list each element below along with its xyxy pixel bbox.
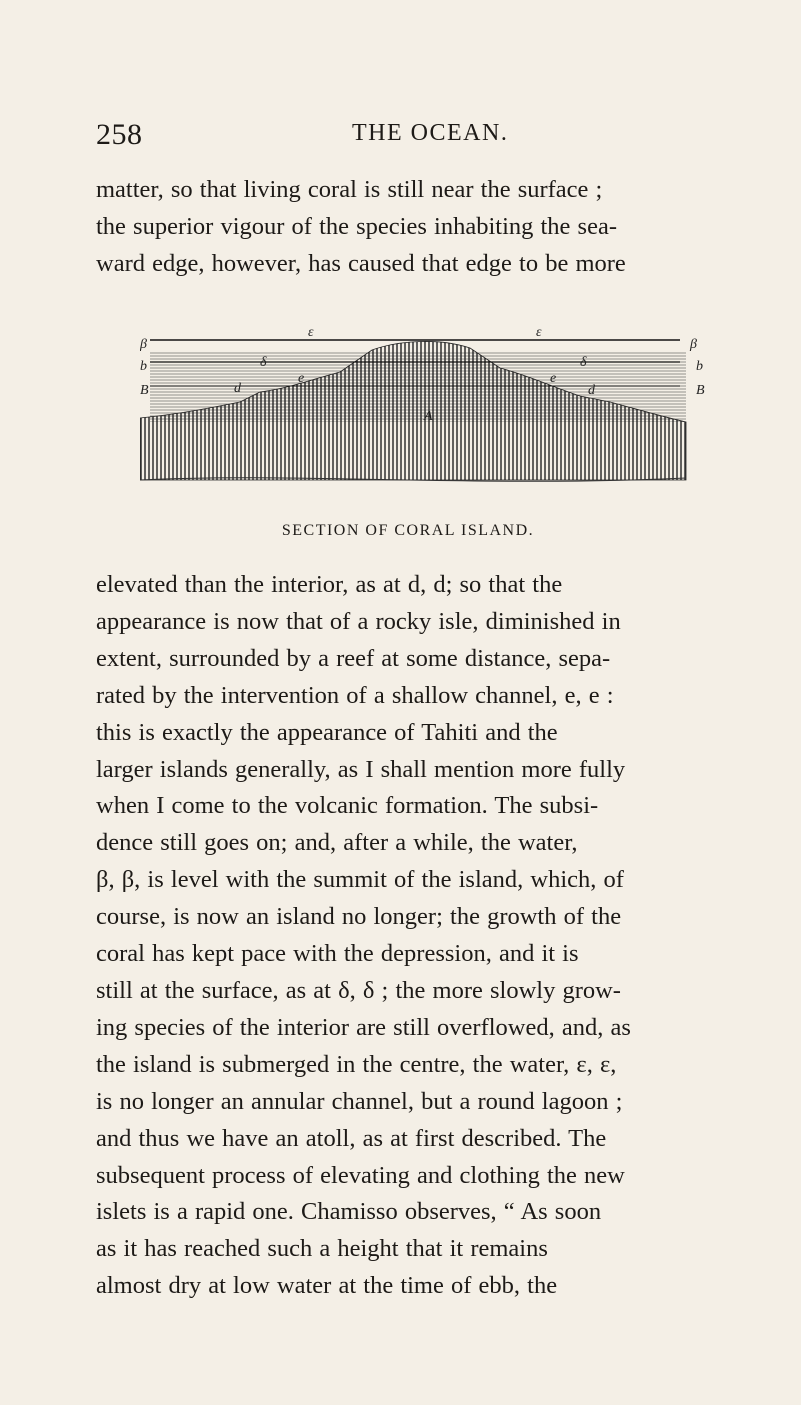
text-block-top [96, 172, 736, 283]
label-beta-left: β [140, 337, 147, 352]
label-delta-left: δ [260, 355, 267, 370]
text-line: almost dry at low water at the time of ebb, the [96, 1272, 558, 1300]
text-line: matter, so that living coral is still near the surface ; [96, 176, 603, 203]
label-epsilon-left: ε [308, 325, 314, 340]
text-line: extent, surrounded by a reef at some distance, sepa- [96, 644, 611, 672]
text-line: elevated than the interior, as at d, d; so that the [96, 571, 563, 598]
coral-island-figure [140, 310, 720, 539]
label-e-left: e [298, 371, 305, 386]
text-line: and thus we have an atoll, as at first described. The [96, 1124, 607, 1152]
label-epsilon-right: ε [536, 325, 542, 340]
text-line: the superior vigour of the species inhabiting the sea- [96, 212, 617, 240]
text-line: is no longer an annular channel, but a round lagoon ; [96, 1087, 623, 1115]
text-line: rated by the intervention of a shallow channel, e, e : [96, 681, 614, 709]
label-b-left: b [140, 359, 147, 374]
text-line: when I come to the volcanic formation. The subsi- [96, 792, 599, 820]
text-block-bottom [96, 567, 736, 1305]
text-line: larger islands generally, as I shall mention more fully [96, 755, 626, 783]
running-head: THE OCEAN. [352, 120, 509, 146]
text-line: the island is submerged in the centre, the water, ε, ε, [96, 1050, 617, 1078]
label-d-right: d [588, 383, 595, 398]
coral-island-section-diagram [140, 310, 720, 510]
text-line: ward edge, however, has caused that edge to be more [96, 249, 626, 277]
label-A: A [424, 409, 433, 424]
text-line: islets is a rapid one. Chamisso observes, “ As soon [96, 1198, 602, 1226]
text-line: ing species of the interior are still overflowed, and, as [96, 1013, 631, 1041]
figure-caption: SECTION OF CORAL ISLAND. [281, 522, 535, 539]
text-line: as it has reached such a height that it remains [96, 1235, 548, 1263]
text-line: dence still goes on; and, after a while, the water, [96, 829, 578, 857]
text-line: appearance is now that of a rocky isle, diminished in [96, 607, 621, 635]
text-line: still at the surface, as at δ, δ ; the more slowly grow- [96, 976, 621, 1004]
label-d-left: d [234, 381, 241, 396]
text-line: coral has kept pace with the depression, and it is [96, 940, 579, 968]
page-header [96, 118, 718, 168]
label-beta-right: β [690, 337, 697, 352]
label-e-right: e [550, 371, 557, 386]
text-line: β, β, is level with the summit of the island, which, of [96, 866, 624, 894]
page-number: 258 [96, 118, 143, 151]
label-b-right: b [696, 359, 703, 374]
text-line: subsequent process of elevating and clothing the new [96, 1161, 625, 1189]
label-B-left: B [140, 383, 149, 398]
text-line: this is exactly the appearance of Tahiti and the [96, 718, 558, 746]
label-B-right: B [696, 383, 705, 398]
label-delta-right: δ [580, 355, 587, 370]
text-line: course, is now an island no longer; the growth of the [96, 903, 622, 931]
